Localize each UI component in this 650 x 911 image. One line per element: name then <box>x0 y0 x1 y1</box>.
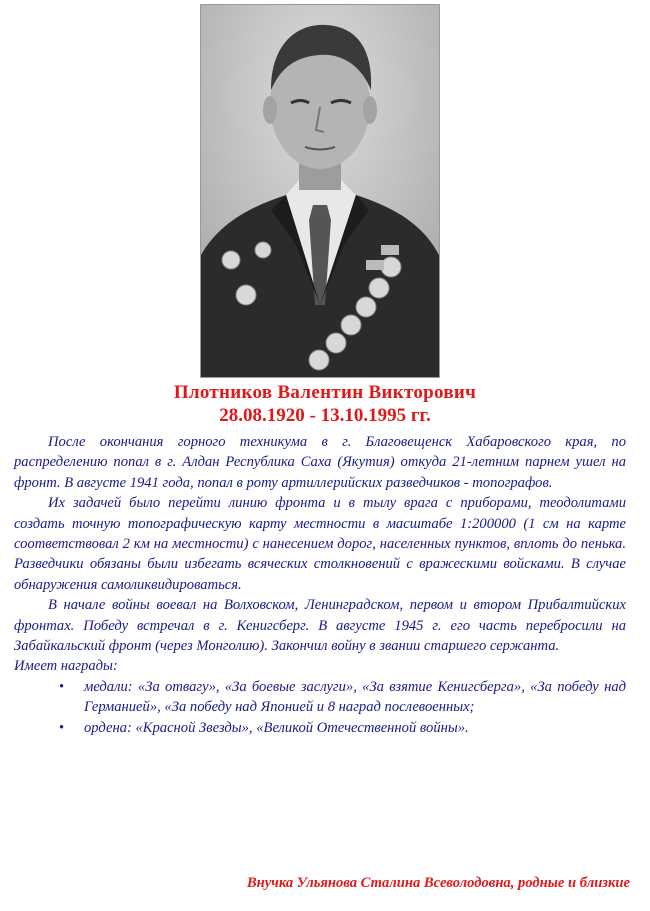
award-item-medals <box>14 677 626 718</box>
dedication-footer: Внучка Ульянова Сталина Всеволодовна, родные и близкие <box>246 875 630 891</box>
award-text: ордена: «Красной Звезды», «Великой Отечественной войны». <box>84 719 469 736</box>
bio-paragraph-1: После окончания горного техникума в г. Благовещенск Хабаровского края, по распределению попал в г. Алдан Республика Саха (Якутия) откуда 21-летним парнем ушел на фронт. В августе 1941 года, попал в роту артиллерийских разведчиков - топографов. <box>14 434 626 491</box>
biography <box>14 432 626 738</box>
life-dates: 28.08.1920 - 13.10.1995 гг. <box>219 405 431 426</box>
bio-paragraph-2: Их задачей было перейти линию фронта и в тылу врага с приборами, теодолитами создать точную топографическую карту местности в масштабе 1:200000 (1 см на карте соответствовал 2 км на местности) с нанесением дорог, населенных пунктов, вплоть до пенька. Разведчики обязаны были избегать всяческих столкновений с вражескими войсками. В случае обнаружения самоликвидироваться. <box>14 495 626 593</box>
award-item-orders <box>14 718 626 738</box>
person-name: Плотников Валентин Викторович <box>173 382 477 403</box>
award-text: медали: «За отвагу», «За боевые заслуги», «За взятие Кенигсберга», «За победу над Германией», «За победу над Японией и 8 наград послевоенных; <box>84 678 626 716</box>
portrait-illustration <box>201 5 439 377</box>
bio-paragraph-3: В начале войны воевал на Волховском, Ленинградском, первом и втором Прибалтийских фронтах. Победу встречал в г. Кенигсберг. В августе 1945 г. его часть перебросили на Забайкальский фронт (через Монголию). Закончил войну в звании старшего сержанта. <box>14 597 626 655</box>
bullet-icon: • <box>59 678 65 695</box>
portrait-photo <box>200 4 440 378</box>
awards-list <box>14 677 626 738</box>
awards-heading: Имеет награды: <box>14 658 118 675</box>
bullet-icon: • <box>59 719 65 736</box>
